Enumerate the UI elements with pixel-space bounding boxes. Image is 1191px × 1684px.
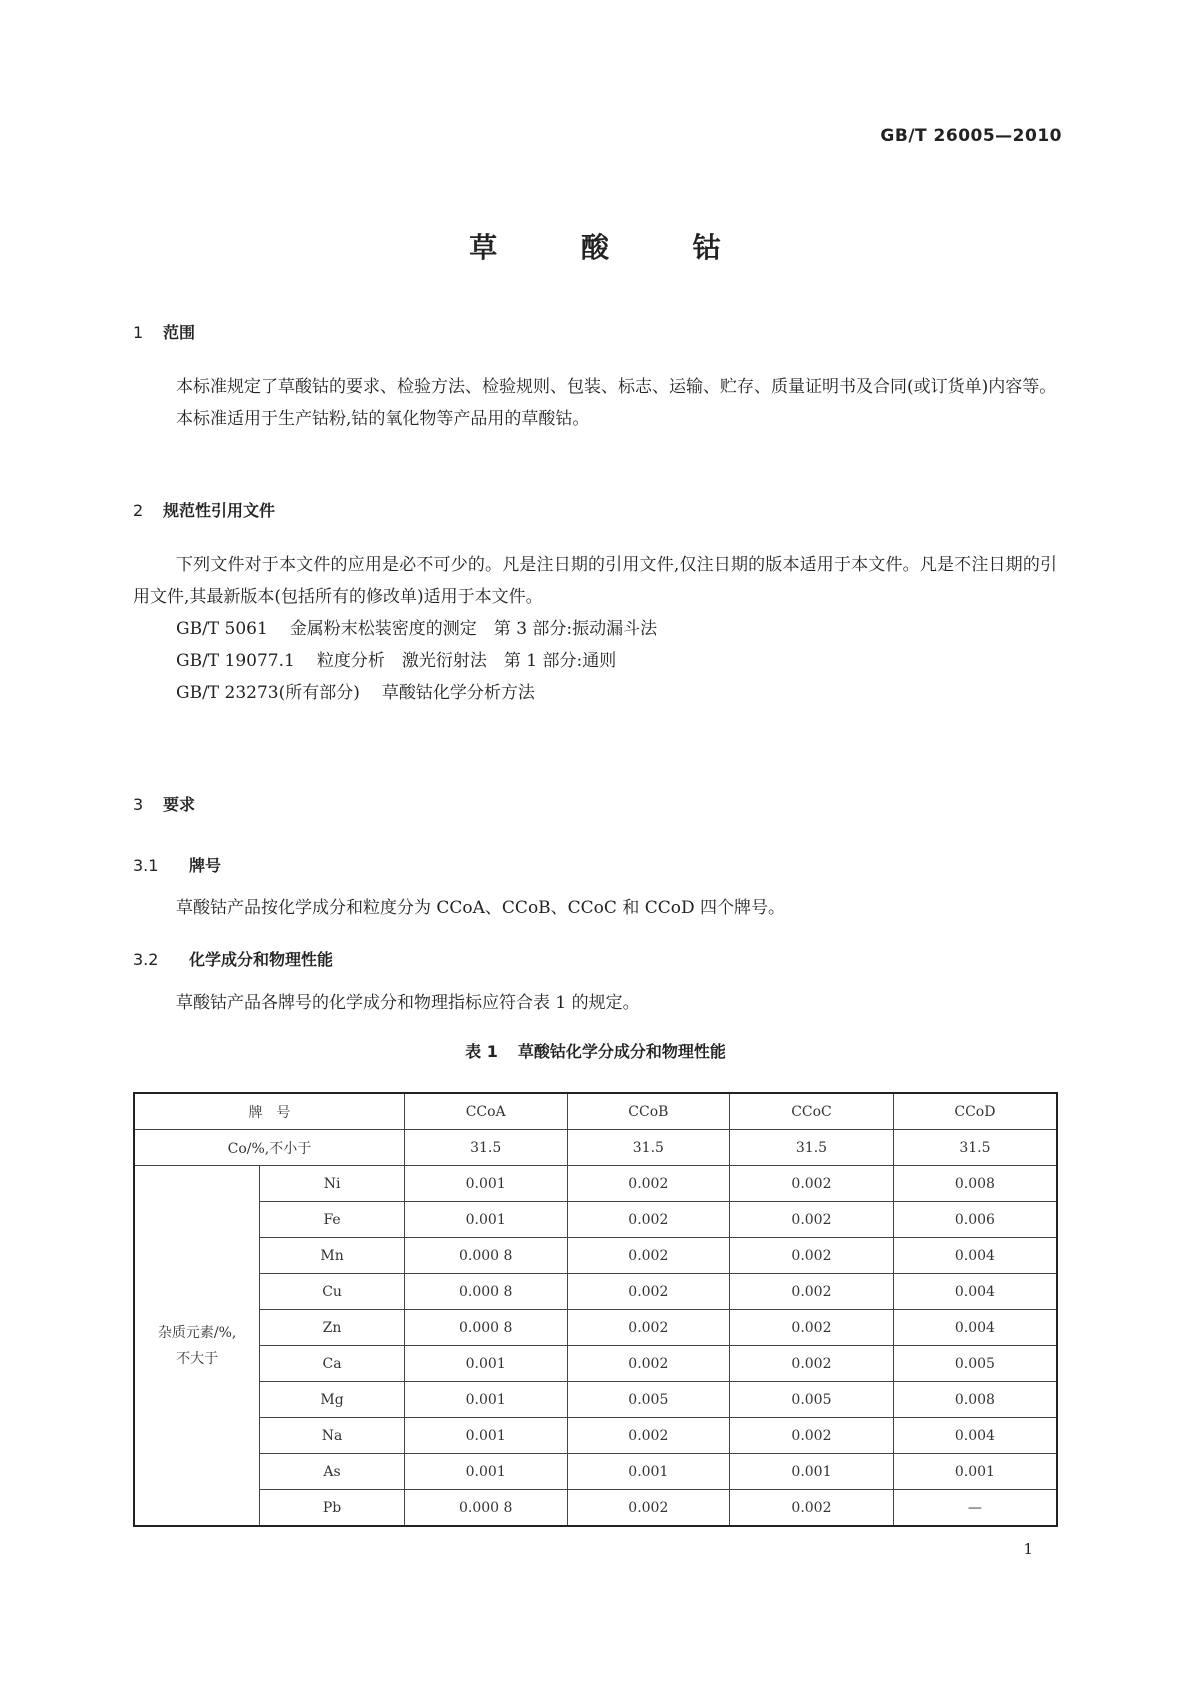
paragraph: 下列文件对于本文件的应用是必不可少的。凡是注日期的引用文件,仅注日期的版本适用于本文件。凡是不注日期的引用文件,其最新版本(包括所有的修改单)适用于本文件。	[133, 555, 1057, 607]
value-cell: 0.000 8	[404, 1238, 567, 1274]
value-cell: 0.004	[893, 1238, 1057, 1274]
value-cell: 0.002	[567, 1238, 730, 1274]
value-cell: 0.002	[567, 1418, 730, 1454]
value-cell: 0.006	[893, 1202, 1057, 1238]
grade-cell: CCoB	[567, 1093, 730, 1130]
section-number: 3.1	[133, 856, 159, 875]
table-row	[134, 1454, 1057, 1490]
element-cell: Mg	[260, 1382, 405, 1418]
value-cell: 0.002	[567, 1202, 730, 1238]
value-cell: 0.001	[893, 1454, 1057, 1490]
section-title: 范围	[163, 323, 196, 342]
value-cell: 0.004	[893, 1310, 1057, 1346]
title-char: 草	[469, 231, 499, 264]
page-number: 1	[1023, 1540, 1033, 1558]
value-cell: 0.002	[730, 1274, 894, 1310]
section-3-heading	[133, 792, 195, 815]
section-title: 牌号	[189, 856, 222, 875]
value-cell: 0.005	[567, 1382, 730, 1418]
impurity-label-line: 杂质元素/%,	[157, 1324, 237, 1341]
table-caption	[0, 1039, 1191, 1062]
value-cell: 0.005	[730, 1382, 894, 1418]
element-cell: Fe	[260, 1202, 405, 1238]
paragraph: 草酸钴产品按化学成分和粒度分为 CCoA、CCoB、CCoC 和 CCoD 四个牌号。	[176, 898, 786, 918]
table-row	[134, 1238, 1057, 1274]
reference-code: GB/T 23273(所有部分)	[176, 683, 360, 703]
composition-table	[133, 1092, 1058, 1527]
section-3-2-body	[133, 987, 1057, 1019]
value-cell: 0.002	[730, 1310, 894, 1346]
section-3-2-heading	[133, 947, 333, 970]
table-title: 草酸钴化学分成分和物理性能	[517, 1042, 726, 1061]
co-label-cell: Co/%,不小于	[134, 1130, 404, 1166]
value-cell: 0.002	[730, 1166, 894, 1202]
element-cell: As	[260, 1454, 405, 1490]
section-1-heading	[133, 320, 195, 343]
value-cell: 31.5	[567, 1130, 730, 1166]
reference-title: 金属粉末松装密度的测定 第 3 部分:振动漏斗法	[289, 619, 658, 639]
table-row	[134, 1202, 1057, 1238]
value-cell: 0.002	[730, 1490, 894, 1527]
value-cell: 0.008	[893, 1382, 1057, 1418]
value-cell: 0.002	[567, 1346, 730, 1382]
title-char: 钴	[692, 231, 722, 264]
value-cell: 0.004	[893, 1274, 1057, 1310]
reference-item	[176, 677, 535, 709]
reference-title: 粒度分析 激光衍射法 第 1 部分:通则	[316, 651, 617, 671]
section-3-1-body	[133, 892, 1057, 924]
table-number: 表 1	[465, 1042, 498, 1061]
table-row	[134, 1166, 1057, 1202]
value-cell: 0.002	[730, 1418, 894, 1454]
grade-cell: CCoA	[404, 1093, 567, 1130]
table-row	[134, 1310, 1057, 1346]
element-cell: Ni	[260, 1166, 405, 1202]
value-cell: 0.005	[893, 1346, 1057, 1382]
value-cell: 0.001	[404, 1418, 567, 1454]
value-cell: 0.002	[567, 1274, 730, 1310]
value-cell: —	[893, 1490, 1057, 1527]
element-cell: Ca	[260, 1346, 405, 1382]
value-cell: 0.001	[404, 1382, 567, 1418]
reference-title: 草酸钴化学分析方法	[381, 683, 535, 703]
grade-cell: CCoC	[730, 1093, 894, 1130]
value-cell: 0.008	[893, 1166, 1057, 1202]
value-cell: 0.001	[404, 1346, 567, 1382]
element-cell: Zn	[260, 1310, 405, 1346]
document-title	[0, 226, 1191, 266]
paragraph: 本标准适用于生产钴粉,钴的氧化物等产品用的草酸钴。	[176, 409, 590, 429]
value-cell: 31.5	[404, 1130, 567, 1166]
grade-header-cell: 牌 号	[134, 1093, 404, 1130]
reference-code: GB/T 19077.1	[176, 651, 295, 671]
paragraph: 草酸钴产品各牌号的化学成分和物理指标应符合表 1 的规定。	[176, 993, 640, 1013]
value-cell: 31.5	[730, 1130, 894, 1166]
section-title: 规范性引用文件	[163, 501, 276, 520]
grade-cell: CCoD	[893, 1093, 1057, 1130]
value-cell: 0.002	[567, 1310, 730, 1346]
section-number: 3	[133, 795, 144, 814]
standard-code: GB/T 26005—2010	[880, 126, 1062, 146]
impurity-label-cell	[134, 1166, 260, 1527]
element-cell: Na	[260, 1418, 405, 1454]
section-number: 2	[133, 501, 144, 520]
table-row	[134, 1418, 1057, 1454]
table-row	[134, 1346, 1057, 1382]
value-cell: 0.000 8	[404, 1274, 567, 1310]
title-char: 酸	[580, 231, 610, 264]
value-cell: 0.004	[893, 1418, 1057, 1454]
section-title: 化学成分和物理性能	[189, 950, 334, 969]
value-cell: 0.001	[404, 1202, 567, 1238]
reference-code: GB/T 5061	[176, 619, 268, 639]
value-cell: 0.000 8	[404, 1310, 567, 1346]
element-cell: Mn	[260, 1238, 405, 1274]
section-title: 要求	[163, 795, 196, 814]
value-cell: 0.002	[567, 1166, 730, 1202]
section-number: 1	[133, 323, 144, 342]
value-cell: 0.001	[730, 1454, 894, 1490]
element-cell: Cu	[260, 1274, 405, 1310]
value-cell: 0.002	[730, 1202, 894, 1238]
value-cell: 0.001	[404, 1166, 567, 1202]
table-row	[134, 1490, 1057, 1527]
table-row	[134, 1130, 1057, 1166]
paragraph: 本标准规定了草酸钴的要求、检验方法、检验规则、包装、标志、运输、贮存、质量证明书及合同(或订货单)内容等。	[176, 377, 1057, 397]
value-cell: 0.001	[404, 1454, 567, 1490]
value-cell: 0.000 8	[404, 1490, 567, 1527]
table-row	[134, 1382, 1057, 1418]
section-2-heading	[133, 498, 275, 521]
section-2-body	[133, 549, 1057, 613]
value-cell: 31.5	[893, 1130, 1057, 1166]
table-header-row	[134, 1093, 1057, 1130]
value-cell: 0.002	[730, 1238, 894, 1274]
value-cell: 0.001	[567, 1454, 730, 1490]
impurity-label-line: 不大于	[176, 1350, 219, 1367]
value-cell: 0.002	[730, 1346, 894, 1382]
reference-item	[176, 613, 657, 645]
element-cell: Pb	[260, 1490, 405, 1527]
value-cell: 0.002	[567, 1490, 730, 1527]
table-row	[134, 1274, 1057, 1310]
reference-item	[176, 645, 616, 677]
section-3-1-heading	[133, 853, 221, 876]
section-1-body	[133, 371, 1057, 435]
section-number: 3.2	[133, 950, 159, 969]
